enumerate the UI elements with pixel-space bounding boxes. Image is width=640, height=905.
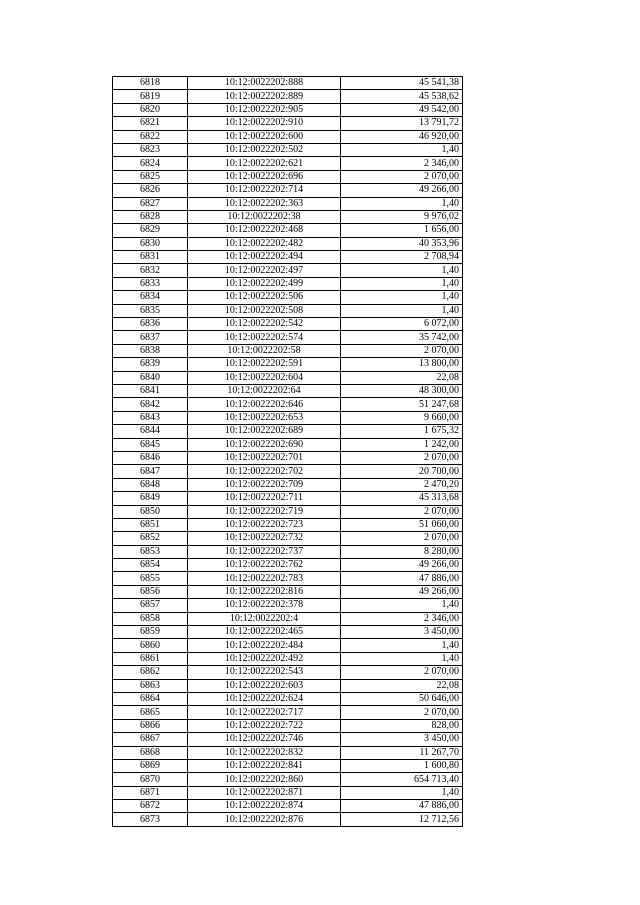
cadastral-number-cell: 10:12:0022202:816 (188, 585, 341, 598)
table-row (113, 692, 463, 705)
row-number-cell: 6850 (113, 505, 188, 518)
row-number-cell: 6869 (113, 759, 188, 772)
row-number-cell: 6835 (113, 304, 188, 317)
cadastral-number-cell: 10:12:0022202:702 (188, 465, 341, 478)
row-number-cell: 6829 (113, 224, 188, 237)
table-row (113, 679, 463, 692)
table-row (113, 251, 463, 264)
table-row (113, 478, 463, 491)
value-cell: 45 538,62 (341, 90, 463, 103)
cadastral-number-cell: 10:12:0022202:746 (188, 733, 341, 746)
cadastral-number-cell: 10:12:0022202:591 (188, 358, 341, 371)
cadastral-number-cell: 10:12:0022202:378 (188, 599, 341, 612)
table-row (113, 746, 463, 759)
value-cell: 11 267,70 (341, 746, 463, 759)
cadastral-number-cell: 10:12:0022202:603 (188, 679, 341, 692)
table-row (113, 639, 463, 652)
row-number-cell: 6831 (113, 251, 188, 264)
cadastral-number-cell: 10:12:0022202:508 (188, 304, 341, 317)
row-number-cell: 6851 (113, 518, 188, 531)
row-number-cell: 6825 (113, 170, 188, 183)
row-number-cell: 6860 (113, 639, 188, 652)
value-cell: 2 470,20 (341, 478, 463, 491)
cadastral-number-cell: 10:12:0022202:719 (188, 505, 341, 518)
cadastral-number-cell: 10:12:0022202:543 (188, 666, 341, 679)
value-cell: 1,40 (341, 786, 463, 799)
value-cell: 9 976,02 (341, 210, 463, 223)
value-cell: 45 313,68 (341, 492, 463, 505)
row-number-cell: 6861 (113, 652, 188, 665)
table-row (113, 90, 463, 103)
cadastral-number-cell: 10:12:0022202:709 (188, 478, 341, 491)
cadastral-number-cell: 10:12:0022202:542 (188, 318, 341, 331)
cadastral-number-cell: 10:12:0022202:574 (188, 331, 341, 344)
table-row (113, 465, 463, 478)
value-cell: 47 886,00 (341, 572, 463, 585)
cadastral-number-cell: 10:12:0022202:762 (188, 559, 341, 572)
cadastral-table (112, 76, 463, 827)
table-row (113, 733, 463, 746)
row-number-cell: 6856 (113, 585, 188, 598)
value-cell: 1 242,00 (341, 438, 463, 451)
value-cell: 20 700,00 (341, 465, 463, 478)
table-row (113, 277, 463, 290)
table-row (113, 559, 463, 572)
value-cell: 6 072,00 (341, 318, 463, 331)
table-row (113, 518, 463, 531)
table-row (113, 786, 463, 799)
cadastral-number-cell: 10:12:0022202:506 (188, 291, 341, 304)
cadastral-number-cell: 10:12:0022202:832 (188, 746, 341, 759)
cadastral-number-cell: 10:12:0022202:723 (188, 518, 341, 531)
value-cell: 49 266,00 (341, 184, 463, 197)
table-body (113, 77, 463, 827)
value-cell: 35 742,00 (341, 331, 463, 344)
cadastral-number-cell: 10:12:0022202:600 (188, 130, 341, 143)
value-cell: 1 675,32 (341, 425, 463, 438)
value-cell: 1,40 (341, 277, 463, 290)
table-row (113, 224, 463, 237)
value-cell: 2 070,00 (341, 170, 463, 183)
cadastral-number-cell: 10:12:0022202:653 (188, 411, 341, 424)
row-number-cell: 6828 (113, 210, 188, 223)
cadastral-number-cell: 10:12:0022202:889 (188, 90, 341, 103)
value-cell: 45 541,38 (341, 77, 463, 90)
row-number-cell: 6834 (113, 291, 188, 304)
value-cell: 1,40 (341, 652, 463, 665)
cadastral-number-cell: 10:12:0022202:492 (188, 652, 341, 665)
table-row (113, 291, 463, 304)
cadastral-number-cell: 10:12:0022202:701 (188, 451, 341, 464)
row-number-cell: 6827 (113, 197, 188, 210)
row-number-cell: 6863 (113, 679, 188, 692)
row-number-cell: 6872 (113, 800, 188, 813)
table-row (113, 210, 463, 223)
cadastral-number-cell: 10:12:0022202:482 (188, 237, 341, 250)
table-row (113, 572, 463, 585)
row-number-cell: 6839 (113, 358, 188, 371)
value-cell: 2 708,94 (341, 251, 463, 264)
row-number-cell: 6854 (113, 559, 188, 572)
value-cell: 2 070,00 (341, 344, 463, 357)
value-cell: 49 542,00 (341, 103, 463, 116)
cadastral-number-cell: 10:12:0022202:604 (188, 371, 341, 384)
value-cell: 1,40 (341, 264, 463, 277)
row-number-cell: 6858 (113, 612, 188, 625)
cadastral-number-cell: 10:12:0022202:714 (188, 184, 341, 197)
cadastral-number-cell: 10:12:0022202:876 (188, 813, 341, 826)
row-number-cell: 6824 (113, 157, 188, 170)
row-number-cell: 6837 (113, 331, 188, 344)
table-row (113, 304, 463, 317)
row-number-cell: 6852 (113, 532, 188, 545)
table-row (113, 545, 463, 558)
value-cell: 2 070,00 (341, 532, 463, 545)
table-row (113, 237, 463, 250)
row-number-cell: 6865 (113, 706, 188, 719)
value-cell: 2 346,00 (341, 157, 463, 170)
value-cell: 12 712,56 (341, 813, 463, 826)
row-number-cell: 6826 (113, 184, 188, 197)
cadastral-number-cell: 10:12:0022202:860 (188, 773, 341, 786)
value-cell: 9 660,00 (341, 411, 463, 424)
cadastral-number-cell: 10:12:0022202:465 (188, 626, 341, 639)
table-row (113, 103, 463, 116)
row-number-cell: 6820 (113, 103, 188, 116)
value-cell: 22,08 (341, 679, 463, 692)
value-cell: 2 070,00 (341, 666, 463, 679)
cadastral-number-cell: 10:12:0022202:497 (188, 264, 341, 277)
table-row (113, 451, 463, 464)
row-number-cell: 6821 (113, 117, 188, 130)
value-cell: 51 060,00 (341, 518, 463, 531)
table-row (113, 197, 463, 210)
value-cell: 47 886,00 (341, 800, 463, 813)
table-row (113, 626, 463, 639)
row-number-cell: 6855 (113, 572, 188, 585)
cadastral-number-cell: 10:12:0022202:841 (188, 759, 341, 772)
table-row (113, 438, 463, 451)
row-number-cell: 6853 (113, 545, 188, 558)
cadastral-number-cell: 10:12:0022202:484 (188, 639, 341, 652)
cadastral-number-cell: 10:12:0022202:64 (188, 384, 341, 397)
table-row (113, 773, 463, 786)
row-number-cell: 6842 (113, 398, 188, 411)
table-row (113, 318, 463, 331)
row-number-cell: 6838 (113, 344, 188, 357)
table-row (113, 706, 463, 719)
cadastral-number-cell: 10:12:0022202:468 (188, 224, 341, 237)
table-row (113, 492, 463, 505)
value-cell: 828,00 (341, 719, 463, 732)
value-cell: 48 300,00 (341, 384, 463, 397)
row-number-cell: 6871 (113, 786, 188, 799)
cadastral-number-cell: 10:12:0022202:689 (188, 425, 341, 438)
row-number-cell: 6836 (113, 318, 188, 331)
table-row (113, 666, 463, 679)
row-number-cell: 6830 (113, 237, 188, 250)
value-cell: 13 791,72 (341, 117, 463, 130)
value-cell: 1,40 (341, 639, 463, 652)
table-row (113, 599, 463, 612)
cadastral-number-cell: 10:12:0022202:499 (188, 277, 341, 290)
row-number-cell: 6845 (113, 438, 188, 451)
cadastral-number-cell: 10:12:0022202:711 (188, 492, 341, 505)
value-cell: 49 266,00 (341, 585, 463, 598)
row-number-cell: 6846 (113, 451, 188, 464)
value-cell: 3 450,00 (341, 733, 463, 746)
row-number-cell: 6862 (113, 666, 188, 679)
row-number-cell: 6818 (113, 77, 188, 90)
row-number-cell: 6866 (113, 719, 188, 732)
table-row (113, 652, 463, 665)
row-number-cell: 6822 (113, 130, 188, 143)
cadastral-number-cell: 10:12:0022202:696 (188, 170, 341, 183)
cadastral-number-cell: 10:12:0022202:871 (188, 786, 341, 799)
value-cell: 2 070,00 (341, 451, 463, 464)
table-row (113, 157, 463, 170)
cadastral-number-cell: 10:12:0022202:363 (188, 197, 341, 210)
value-cell: 40 353,96 (341, 237, 463, 250)
value-cell: 2 070,00 (341, 706, 463, 719)
cadastral-number-cell: 10:12:0022202:690 (188, 438, 341, 451)
table-row (113, 130, 463, 143)
value-cell: 1,40 (341, 197, 463, 210)
cadastral-number-cell: 10:12:0022202:732 (188, 532, 341, 545)
value-cell: 8 280,00 (341, 545, 463, 558)
value-cell: 13 800,00 (341, 358, 463, 371)
value-cell: 51 247,68 (341, 398, 463, 411)
value-cell: 654 713,40 (341, 773, 463, 786)
value-cell: 46 920,00 (341, 130, 463, 143)
cadastral-number-cell: 10:12:0022202:646 (188, 398, 341, 411)
table-row (113, 117, 463, 130)
table-row (113, 143, 463, 156)
table-row (113, 585, 463, 598)
cadastral-number-cell: 10:12:0022202:717 (188, 706, 341, 719)
row-number-cell: 6833 (113, 277, 188, 290)
cadastral-number-cell: 10:12:0022202:905 (188, 103, 341, 116)
value-cell: 49 266,00 (341, 559, 463, 572)
table-row (113, 371, 463, 384)
table-row (113, 612, 463, 625)
table-row (113, 505, 463, 518)
table-row (113, 813, 463, 826)
value-cell: 1 600,80 (341, 759, 463, 772)
row-number-cell: 6844 (113, 425, 188, 438)
table-row (113, 532, 463, 545)
cadastral-number-cell: 10:12:0022202:494 (188, 251, 341, 264)
cadastral-number-cell: 10:12:0022202:621 (188, 157, 341, 170)
table-row (113, 358, 463, 371)
table-row (113, 398, 463, 411)
cadastral-number-cell: 10:12:0022202:874 (188, 800, 341, 813)
value-cell: 50 646,00 (341, 692, 463, 705)
row-number-cell: 6847 (113, 465, 188, 478)
value-cell: 1,40 (341, 143, 463, 156)
table-row (113, 384, 463, 397)
row-number-cell: 6819 (113, 90, 188, 103)
row-number-cell: 6849 (113, 492, 188, 505)
cadastral-number-cell: 10:12:0022202:502 (188, 143, 341, 156)
cadastral-number-cell: 10:12:0022202:4 (188, 612, 341, 625)
cadastral-number-cell: 10:12:0022202:624 (188, 692, 341, 705)
table-row (113, 411, 463, 424)
table-row (113, 170, 463, 183)
value-cell: 2 346,00 (341, 612, 463, 625)
table-row (113, 800, 463, 813)
row-number-cell: 6841 (113, 384, 188, 397)
row-number-cell: 6832 (113, 264, 188, 277)
row-number-cell: 6823 (113, 143, 188, 156)
table-row (113, 184, 463, 197)
row-number-cell: 6848 (113, 478, 188, 491)
row-number-cell: 6857 (113, 599, 188, 612)
cadastral-number-cell: 10:12:0022202:722 (188, 719, 341, 732)
value-cell: 1,40 (341, 291, 463, 304)
row-number-cell: 6873 (113, 813, 188, 826)
cadastral-number-cell: 10:12:0022202:910 (188, 117, 341, 130)
table-row (113, 719, 463, 732)
value-cell: 2 070,00 (341, 505, 463, 518)
table-row (113, 77, 463, 90)
value-cell: 1,40 (341, 304, 463, 317)
value-cell: 22,08 (341, 371, 463, 384)
table-row (113, 759, 463, 772)
table-row (113, 344, 463, 357)
row-number-cell: 6840 (113, 371, 188, 384)
cadastral-number-cell: 10:12:0022202:38 (188, 210, 341, 223)
row-number-cell: 6867 (113, 733, 188, 746)
table-row (113, 264, 463, 277)
table-row (113, 331, 463, 344)
cadastral-number-cell: 10:12:0022202:737 (188, 545, 341, 558)
value-cell: 1,40 (341, 599, 463, 612)
cadastral-number-cell: 10:12:0022202:58 (188, 344, 341, 357)
row-number-cell: 6859 (113, 626, 188, 639)
value-cell: 1 656,00 (341, 224, 463, 237)
row-number-cell: 6843 (113, 411, 188, 424)
row-number-cell: 6864 (113, 692, 188, 705)
row-number-cell: 6870 (113, 773, 188, 786)
row-number-cell: 6868 (113, 746, 188, 759)
value-cell: 3 450,00 (341, 626, 463, 639)
cadastral-number-cell: 10:12:0022202:783 (188, 572, 341, 585)
table-row (113, 425, 463, 438)
cadastral-number-cell: 10:12:0022202:888 (188, 77, 341, 90)
